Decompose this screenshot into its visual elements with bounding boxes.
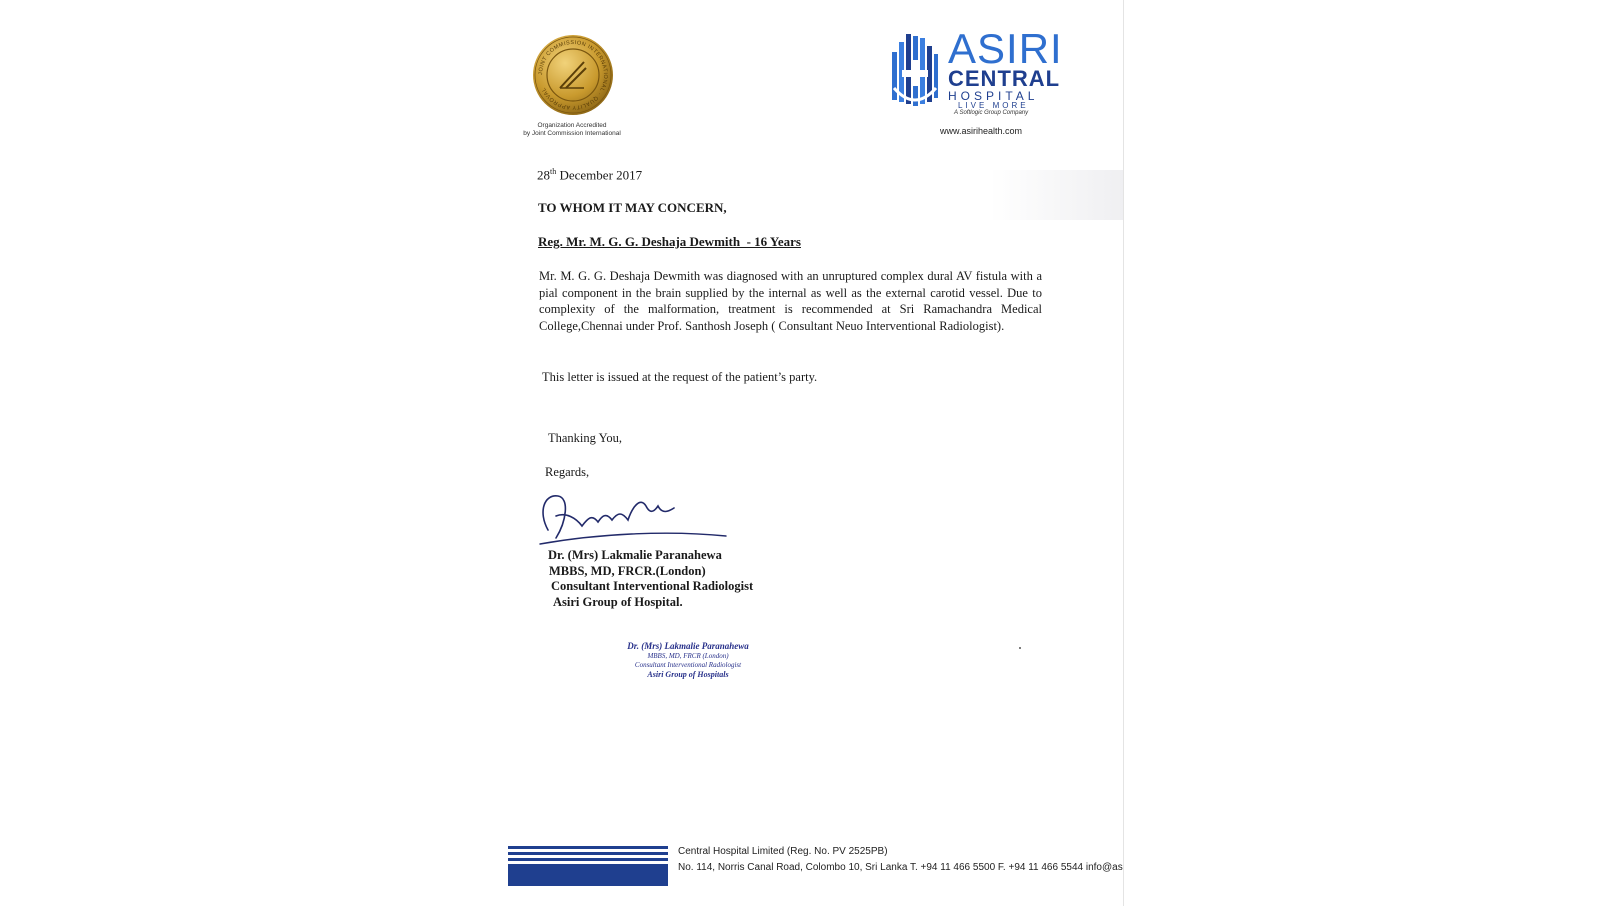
signatory-name: Dr. (Mrs) Lakmalie Paranahewa <box>548 548 722 562</box>
handwritten-signature-icon <box>536 482 736 552</box>
closing-regards: Regards, <box>545 465 590 479</box>
closing-thanks: Thanking You, <box>548 431 622 445</box>
letter-page <box>508 0 1124 906</box>
logo-central-text: CENTRAL <box>948 66 1061 91</box>
request-note: This letter is issued at the request of the patient’s party. <box>542 370 818 384</box>
scan-speck <box>1019 647 1021 649</box>
seal-caption-line1: Organization Accredited <box>537 122 607 129</box>
seal-caption-line2: by Joint Commission International <box>523 130 621 137</box>
scan-shadow <box>990 170 1124 220</box>
date-suffix: th <box>550 167 557 176</box>
logo-asiri-text: ASIRI <box>948 25 1063 72</box>
seal-caption <box>516 122 628 138</box>
stamp-organization: Asiri Group of Hospitals <box>647 670 729 679</box>
stamp-qualifications: MBBS, MD, FRCR (London) <box>647 652 729 660</box>
letter-body: Mr. M. G. G. Deshaja Dewmith was diagnosed with an unruptured complex dural AV fistula with a pial component in the brain supplied by the internal as well as the external carotid vessel. Due to complexity of the malformation, treatment is recommended at Sri Ramachandra Medical College,Chennai under Prof. Santhosh Joseph ( Consultant Neuo Interventional Radiologist). <box>539 269 1042 333</box>
footer-company: Central Hospital Limited (Reg. No. PV 2525PB) <box>678 846 888 857</box>
asiri-logo-mark-icon <box>890 32 940 110</box>
footer-stripes-icon <box>508 846 668 886</box>
date-day: 28 <box>537 167 550 183</box>
website-link[interactable]: www.asirihealth.com <box>940 126 1023 136</box>
signatory-title: Consultant Interventional Radiologist <box>551 579 754 594</box>
letter-date <box>537 167 642 183</box>
logo-group-text: A Softlogic Group Company <box>954 110 1029 116</box>
signatory-qualifications: MBBS, MD, FRCR.(London) <box>549 563 706 578</box>
seal-ring-text: JOINT COMMISSION INTERNATIONAL · QUALITY APPROVAL <box>537 39 609 111</box>
signatory-organization: Asiri Group of Hospital. <box>553 594 683 609</box>
reference-line: Reg. Mr. M. G. G. Deshaja Dewmith - 16 Years <box>538 234 801 249</box>
page-edge <box>1123 0 1124 906</box>
stamp-title: Consultant Interventional Radiologist <box>634 661 742 669</box>
signatory-block <box>548 548 753 610</box>
footer-address: No. 114, Norris Canal Road, Colombo 10, Sri Lanka T. +94 11 466 5500 F. +94 11 466 5544 info@as <box>678 862 1123 873</box>
doctor-stamp <box>608 641 768 680</box>
logo-tagline: LIVE MORE <box>958 101 1029 110</box>
stamp-name: Dr. (Mrs) Lakmalie Paranahewa <box>627 641 749 651</box>
salutation: TO WHOM IT MAY CONCERN, <box>538 200 727 215</box>
date-rest: December 2017 <box>556 167 643 183</box>
logo-hospital-text: HOSPITAL <box>948 89 1039 103</box>
jci-accreditation-seal-icon <box>532 34 614 116</box>
